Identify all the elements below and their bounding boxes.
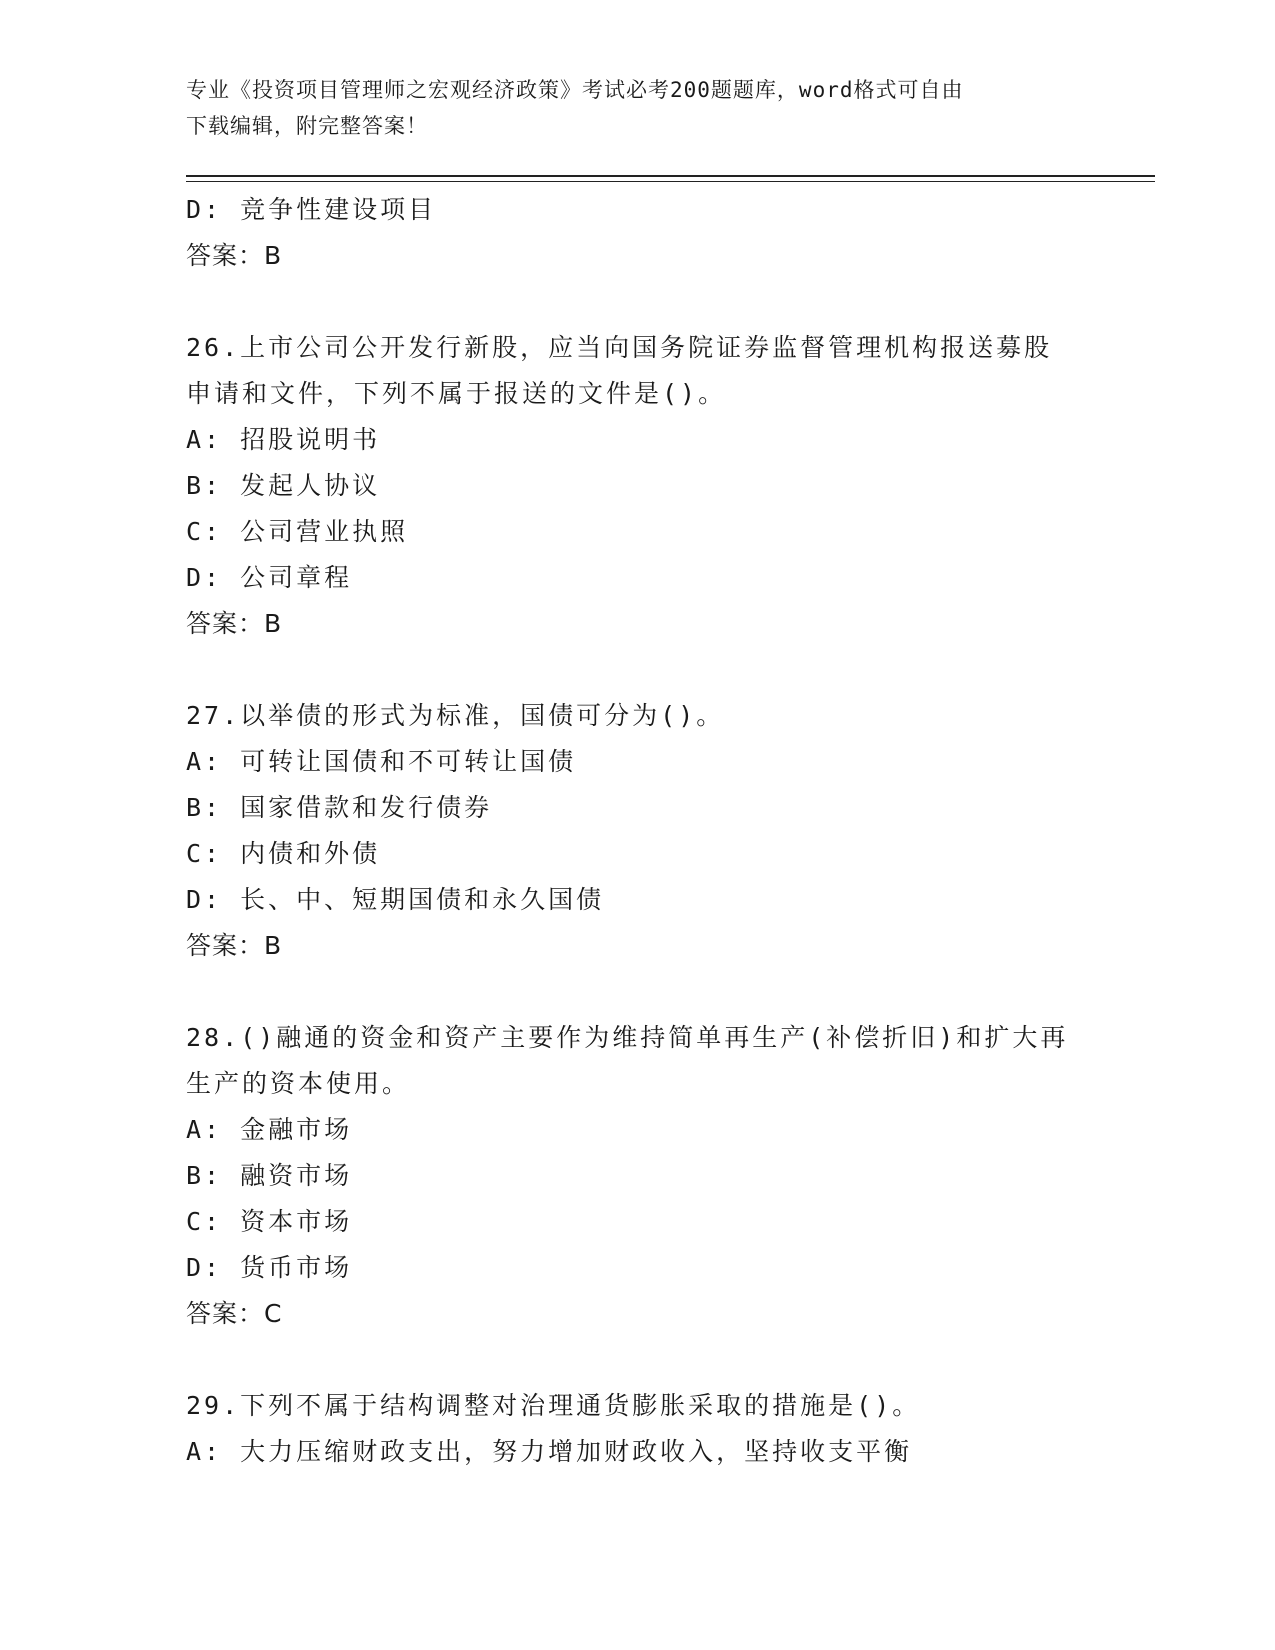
- header-divider-thin: [186, 181, 1155, 182]
- question-text-line-1: 29.下列不属于结构调整对治理通货膨胀采取的措施是()。: [186, 1391, 921, 1420]
- question-text-line-2: 生产的资本使用。: [186, 1069, 411, 1098]
- question-text-line-1: 26.上市公司公开发行新股，应当向国务院证券监督管理机构报送募股: [186, 333, 1053, 362]
- question-26: [186, 325, 1086, 647]
- answer: 答案：B: [186, 609, 283, 638]
- option-a: A: 金融市场: [186, 1115, 353, 1144]
- option-c: C: 内债和外债: [186, 839, 381, 868]
- answer: 答案：B: [186, 241, 283, 270]
- option-a: A: 可转让国债和不可转让国债: [186, 747, 577, 776]
- document-header: [186, 72, 1066, 144]
- option-d: D: 长、中、短期国债和永久国债: [186, 885, 605, 914]
- option-d: D: 竞争性建设项目: [186, 195, 437, 224]
- question-text-line-2: 申请和文件，下列不属于报送的文件是()。: [186, 379, 727, 408]
- option-b: B: 融资市场: [186, 1161, 353, 1190]
- header-line-2: 下载编辑，附完整答案！: [186, 114, 428, 138]
- option-b: B: 发起人协议: [186, 471, 381, 500]
- option-d: D: 公司章程: [186, 563, 353, 592]
- option-a: A: 招股说明书: [186, 425, 381, 454]
- option-c: C: 公司营业执照: [186, 517, 409, 546]
- spacer: [186, 969, 1086, 1015]
- question-text-line-1: 28.()融通的资金和资产主要作为维持简单再生产(补偿折旧)和扩大再: [186, 1023, 1069, 1052]
- question-28: [186, 1015, 1086, 1337]
- spacer: [186, 1337, 1086, 1383]
- spacer: [186, 647, 1086, 693]
- option-d: D: 货币市场: [186, 1253, 353, 1282]
- option-a: A: 大力压缩财政支出，努力增加财政收入，坚持收支平衡: [186, 1437, 913, 1466]
- option-c: C: 资本市场: [186, 1207, 353, 1236]
- question-list: [186, 187, 1086, 1475]
- header-line-1: 专业《投资项目管理师之宏观经济政策》考试必考200题题库，word格式可自由: [186, 78, 964, 102]
- question-27: [186, 693, 1086, 969]
- header-divider-thick: [186, 175, 1155, 177]
- spacer: [186, 279, 1086, 325]
- answer: 答案：B: [186, 931, 283, 960]
- option-b: B: 国家借款和发行债券: [186, 793, 493, 822]
- answer: 答案：C: [186, 1299, 283, 1328]
- question-29: [186, 1383, 1086, 1475]
- question-text-line-1: 27.以举债的形式为标准，国债可分为()。: [186, 701, 725, 730]
